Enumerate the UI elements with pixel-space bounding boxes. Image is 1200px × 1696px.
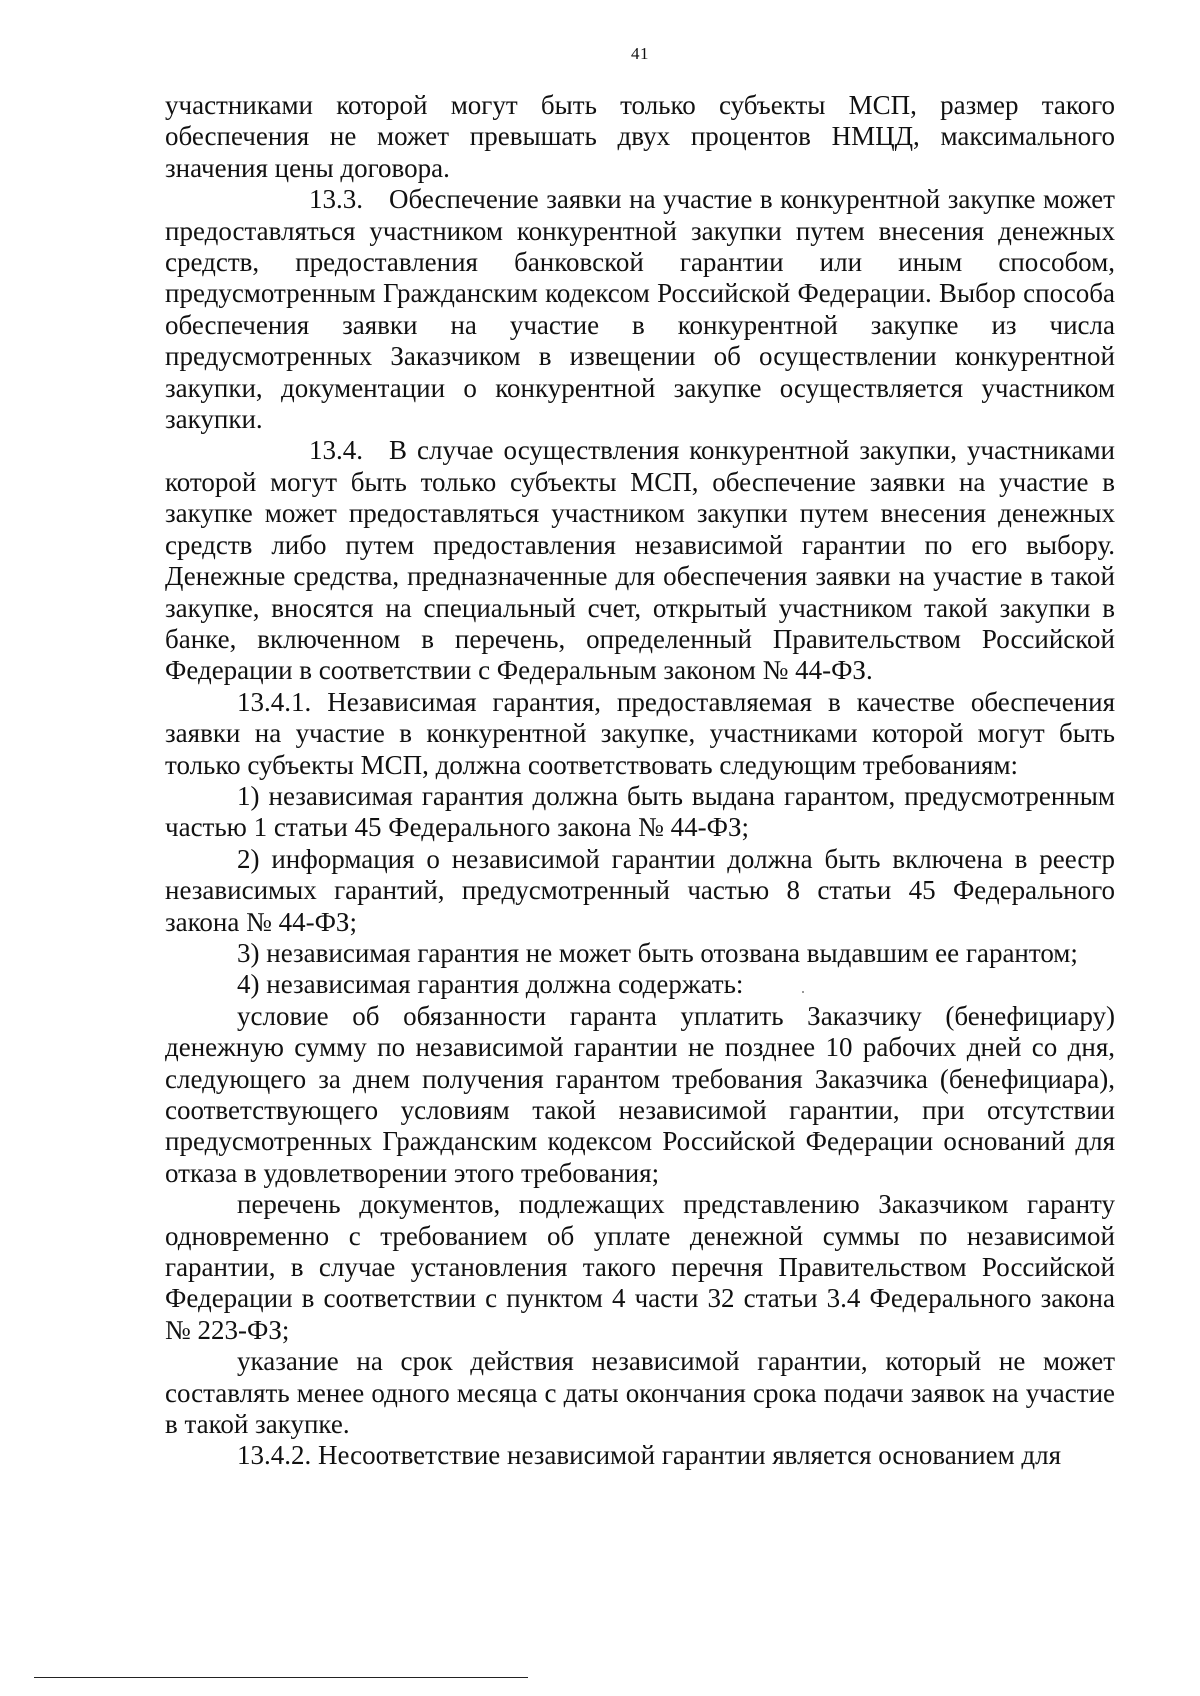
clause-13-3: [165, 184, 1115, 435]
clause-number: 13.4.: [309, 435, 363, 466]
clause-13-4: [165, 435, 1115, 686]
guarantee-condition-term: указание на срок действия независимой гарантии, который не может составлять менее одного месяца с даты окончания срока подачи заявок на участие в такой закупке.: [165, 1346, 1115, 1440]
page-number: 41: [631, 44, 649, 63]
clause-text: Обеспечение заявки на участие в конкурентной закупке может предоставляться участником конкурентной закупки путем внесения денежных средств, предоставления банковской гарантии или иным способом, предусмотренным Гражданским кодексом Российской Федерации. Выбор способа обеспечения заявки на участие в конкурентной закупке из числа предусмотренных Заказчиком в извещении об осуществлении конкурентной закупки, документации о конкурентной закупке осуществляется участником закупки.: [165, 184, 1115, 435]
clause-number: 13.3.: [309, 184, 363, 215]
clause-text: В случае осуществления конкурентной закупки, участниками которой могут быть только субъекты МСП, обеспечение заявки на участие в закупке может предоставляться участником закупки путем внесения денежных средств либо путем предоставления независимой гарантии по его выбору. Денежные средства, предназначенные для обеспечения заявки на участие в такой закупке, вносятся на специальный счет, открытый участником такой закупки в банке, включенном в перечень, определенный Правительством Российской Федерации в соответствии с Федеральным законом № 44-ФЗ.: [165, 435, 1115, 686]
guarantee-condition-documents: перечень документов, подлежащих представлению Заказчиком гаранту одновременно с требованием об уплате денежной суммы по независимой гарантии, в случае установления такого перечня Правительством Российской Федерации в соответствии с пунктом 4 части 32 статьи 3.4 Федерального закона № 223-ФЗ;: [165, 1189, 1115, 1345]
paragraph-continuation: участниками которой могут быть только субъекты МСП, размер такого обеспечения не может превышать двух процентов НМЦД, максимального значения цены договора.: [165, 90, 1115, 183]
clause-13-4-2: 13.4.2. Несоответствие независимой гарантии является основанием для: [237, 1440, 1062, 1471]
scan-speck: [802, 991, 804, 993]
requirement-item-1: 1) независимая гарантия должна быть выдана гарантом, предусмотренным частью 1 статьи 45 Федерального закона № 44-ФЗ;: [165, 780, 1115, 843]
requirement-item-4: 4) независимая гарантия должна содержать:: [237, 969, 744, 1000]
requirement-item-3: 3) независимая гарантия не может быть отозвана выдавшим ее гарантом;: [237, 937, 1078, 968]
requirement-item-2: 2) информация о независимой гарантии должна быть включена в реестр независимых гарантий, предусмотренный частью 8 статьи 45 Федерального закона № 44-ФЗ;: [165, 843, 1115, 937]
footnote-divider: [34, 1677, 528, 1678]
document-body: [165, 90, 1115, 1472]
guarantee-condition-payment: условие об обязанности гаранта уплатить Заказчику (бенефициару) денежную сумму по независимой гарантии не позднее 10 рабочих дней со дня, следующего за днем получения гарантом требования Заказчика (бенефициара), соответствующего условиям такой независимой гарантии, при отсутствии предусмотренных Гражданским кодексом Российской Федерации оснований для отказа в удовлетворении этого требования;: [165, 1000, 1115, 1188]
clause-13-4-1: 13.4.1. Независимая гарантия, предоставляемая в качестве обеспечения заявки на участие в конкурентной закупке, участниками которой могут быть только субъекты МСП, должна соответствовать следующим требованиям:: [165, 686, 1115, 780]
